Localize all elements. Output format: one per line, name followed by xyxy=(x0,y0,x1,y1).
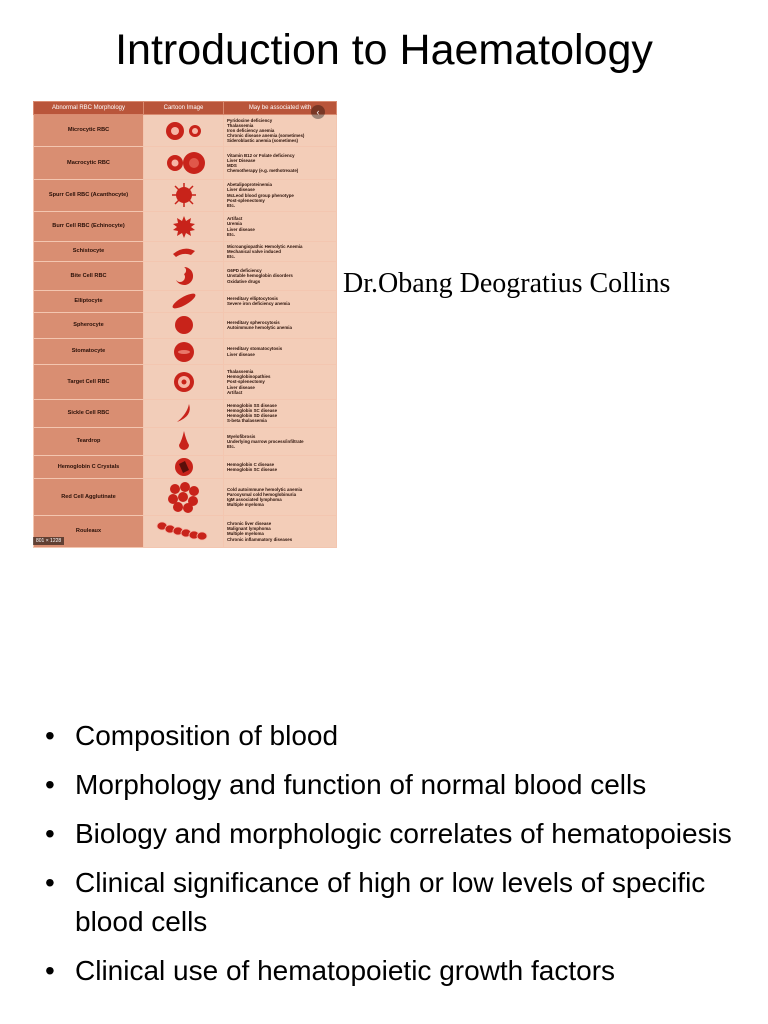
associated-conditions xyxy=(224,211,337,241)
morphology-name: Rouleaux xyxy=(34,515,144,547)
condition-item: Chronic inflammatory diseases xyxy=(227,536,293,542)
condition-item: Etc. xyxy=(227,444,236,450)
associated-conditions xyxy=(224,515,337,547)
schistocyte-icon xyxy=(144,242,224,262)
morphology-name: Spurr Cell RBC (Acanthocyte) xyxy=(34,179,144,211)
associated-conditions xyxy=(224,290,337,312)
condition-item: Hemoglobin SC disease xyxy=(227,407,278,413)
chart-row xyxy=(34,211,337,241)
condition-item: Liver disease xyxy=(227,226,255,232)
chart-row xyxy=(34,399,337,427)
topic-text: Clinical significance of high or low levels of specific blood cells xyxy=(75,867,706,937)
morphology-name: Target Cell RBC xyxy=(34,365,144,399)
associated-conditions xyxy=(224,147,337,179)
slide-title: Introduction to Haematology xyxy=(115,26,653,74)
condition-item: Abetalipoproteinemia xyxy=(227,182,272,188)
topic-item xyxy=(45,716,745,755)
chart-row xyxy=(34,242,337,262)
associated-conditions xyxy=(224,242,337,262)
condition-item: Multiple myeloma xyxy=(227,502,264,508)
stomatocyte-icon xyxy=(144,339,224,365)
header-associated: May be associated with xyxy=(224,102,337,115)
condition-item: Post-splenectomy xyxy=(227,197,265,203)
morphology-name: Bite Cell RBC xyxy=(34,262,144,290)
rouleaux-icon xyxy=(144,515,224,547)
associated-conditions xyxy=(224,262,337,290)
condition-item: Underlying marrow process/infiltrate xyxy=(227,438,304,444)
condition-item: Thalassemia xyxy=(227,122,254,128)
spherocyte-icon xyxy=(144,312,224,338)
condition-item: MDS xyxy=(227,162,237,168)
condition-item: Artifact xyxy=(227,389,243,395)
condition-item: Hereditary stomatocytosis xyxy=(227,346,283,352)
condition-item: Thalassemia xyxy=(227,368,254,374)
condition-item: Chemotherapy (e.g. methotrexate) xyxy=(227,168,299,174)
condition-item: Sideroblastic anemia (sometimes) xyxy=(227,138,299,144)
author-name: Dr.Obang Deogratius Collins xyxy=(343,268,671,299)
condition-item: Cold autoimmune hemolytic anemia xyxy=(227,486,303,492)
topic-text: Clinical use of hematopoietic growth factors xyxy=(75,955,616,986)
condition-item: Hemoglobin SD disease xyxy=(227,413,278,419)
condition-item: Liver disease xyxy=(227,351,255,357)
condition-item: Chronic liver disease xyxy=(227,520,272,526)
header-cartoon: Cartoon Image xyxy=(144,102,224,115)
condition-item: Mechanical valve induced xyxy=(227,249,281,255)
echinocyte-icon xyxy=(144,211,224,241)
chart-row xyxy=(34,427,337,455)
condition-item: Liver disease xyxy=(227,384,255,390)
chart-header-row xyxy=(34,102,337,115)
associated-conditions xyxy=(224,427,337,455)
associated-conditions xyxy=(224,399,337,427)
condition-item: McLeod blood group phenotype xyxy=(227,192,294,198)
morphology-name: Spherocyte xyxy=(34,312,144,338)
chart-row xyxy=(34,115,337,147)
condition-item: Post-splenectomy xyxy=(227,379,265,385)
chart-row xyxy=(34,262,337,290)
bullet-icon: • xyxy=(45,769,55,800)
condition-item: Liver disease xyxy=(227,187,255,193)
hb-c-crystal-icon xyxy=(144,456,224,479)
agglutinate-icon xyxy=(144,479,224,515)
topic-text: Biology and morphologic correlates of hematopoiesis xyxy=(75,818,732,849)
close-icon[interactable]: ‹ xyxy=(311,105,325,119)
condition-item: Artifact xyxy=(227,216,243,222)
condition-item: Oxidative drugs xyxy=(227,278,261,284)
sickle-cell-icon xyxy=(144,399,224,427)
condition-item: Unstable hemoglobin disorders xyxy=(227,273,293,279)
bullet-icon: • xyxy=(45,720,55,751)
bullet-icon: • xyxy=(45,818,55,849)
morphology-name: Macrocytic RBC xyxy=(34,147,144,179)
chart-row xyxy=(34,339,337,365)
associated-conditions xyxy=(224,479,337,515)
condition-item: Microangiopathic Hemolytic Anemia xyxy=(227,243,303,249)
chart-row xyxy=(34,312,337,338)
condition-item: Etc. xyxy=(227,254,236,260)
associated-conditions xyxy=(224,115,337,147)
chart-row xyxy=(34,456,337,479)
morphology-name: Red Cell Agglutinate xyxy=(34,479,144,515)
topic-item xyxy=(45,863,745,941)
condition-item: Hemoglobinopathies xyxy=(227,374,271,380)
condition-item: Hereditary spherocytosis xyxy=(227,320,280,326)
morphology-name: Elliptocyte xyxy=(34,290,144,312)
associated-conditions xyxy=(224,179,337,211)
condition-item: Hemoglobin C disease xyxy=(227,461,275,467)
condition-item: Uremia xyxy=(227,221,242,227)
condition-item: Vitamin B12 or Folate deficiency xyxy=(227,152,295,158)
topic-list xyxy=(45,716,745,1000)
condition-item: Severe iron deficiency anemia xyxy=(227,301,290,307)
bite-cell-icon xyxy=(144,262,224,290)
condition-item: Iron deficiency anemia xyxy=(227,128,275,134)
chart-row xyxy=(34,290,337,312)
bullet-icon: • xyxy=(45,955,55,986)
target-cell-icon xyxy=(144,365,224,399)
topic-text: Morphology and function of normal blood cells xyxy=(75,769,647,800)
rbc-morphology-chart xyxy=(33,101,337,548)
topic-item xyxy=(45,951,745,990)
morphology-name: Burr Cell RBC (Echinocyte) xyxy=(34,211,144,241)
microcytic-cell-icon xyxy=(144,115,224,147)
chart-row xyxy=(34,479,337,515)
morphology-name: Hemoglobin C Crystals xyxy=(34,456,144,479)
morphology-name: Microcytic RBC xyxy=(34,115,144,147)
bullet-icon: • xyxy=(45,867,55,898)
condition-item: Chronic disease anemia (sometimes) xyxy=(227,133,305,139)
topic-text: Composition of blood xyxy=(75,720,339,751)
condition-item: Pyridoxine deficiency xyxy=(227,117,273,123)
condition-item: Malignant lymphoma xyxy=(227,526,271,532)
condition-item: Etc. xyxy=(227,231,236,237)
condition-item: Autoimmune hemolytic anemia xyxy=(227,325,292,331)
associated-conditions xyxy=(224,339,337,365)
chart-body xyxy=(34,115,337,548)
topic-item xyxy=(45,814,745,853)
condition-item: Multiple myeloma xyxy=(227,531,264,537)
condition-item: G6PD deficiency xyxy=(227,268,262,274)
associated-conditions xyxy=(224,312,337,338)
acanthocyte-icon xyxy=(144,179,224,211)
condition-item: Etc. xyxy=(227,203,236,209)
chart-row xyxy=(34,515,337,547)
morphology-name: Schistocyte xyxy=(34,242,144,262)
chart-row xyxy=(34,365,337,399)
morphology-name: Sickle Cell RBC xyxy=(34,399,144,427)
condition-item: Liver Disease xyxy=(227,157,256,163)
morphology-name: Stomatocyte xyxy=(34,339,144,365)
condition-item: Paroxysmal cold hemoglobinuria xyxy=(227,491,297,497)
chart-row xyxy=(34,179,337,211)
associated-conditions xyxy=(224,365,337,399)
condition-item: Hemoglobin SC disease xyxy=(227,467,278,473)
condition-item: Hemoglobin SS disease xyxy=(227,402,277,408)
image-size-badge: 801 × 1228 xyxy=(33,537,64,545)
associated-conditions xyxy=(224,456,337,479)
condition-item: Hereditary elliptocytosis xyxy=(227,295,278,301)
chart-row xyxy=(34,147,337,179)
condition-item: Myelofibrosis xyxy=(227,433,256,439)
condition-item: IgM associated lymphoma xyxy=(227,496,282,502)
teardrop-cell-icon xyxy=(144,427,224,455)
topic-item xyxy=(45,765,745,804)
elliptocyte-icon xyxy=(144,290,224,312)
macrocytic-cell-icon xyxy=(144,147,224,179)
morphology-name: Teardrop xyxy=(34,427,144,455)
condition-item: S-beta thalassemia xyxy=(227,418,267,424)
header-morphology: Abnormal RBC Morphology xyxy=(34,102,144,115)
